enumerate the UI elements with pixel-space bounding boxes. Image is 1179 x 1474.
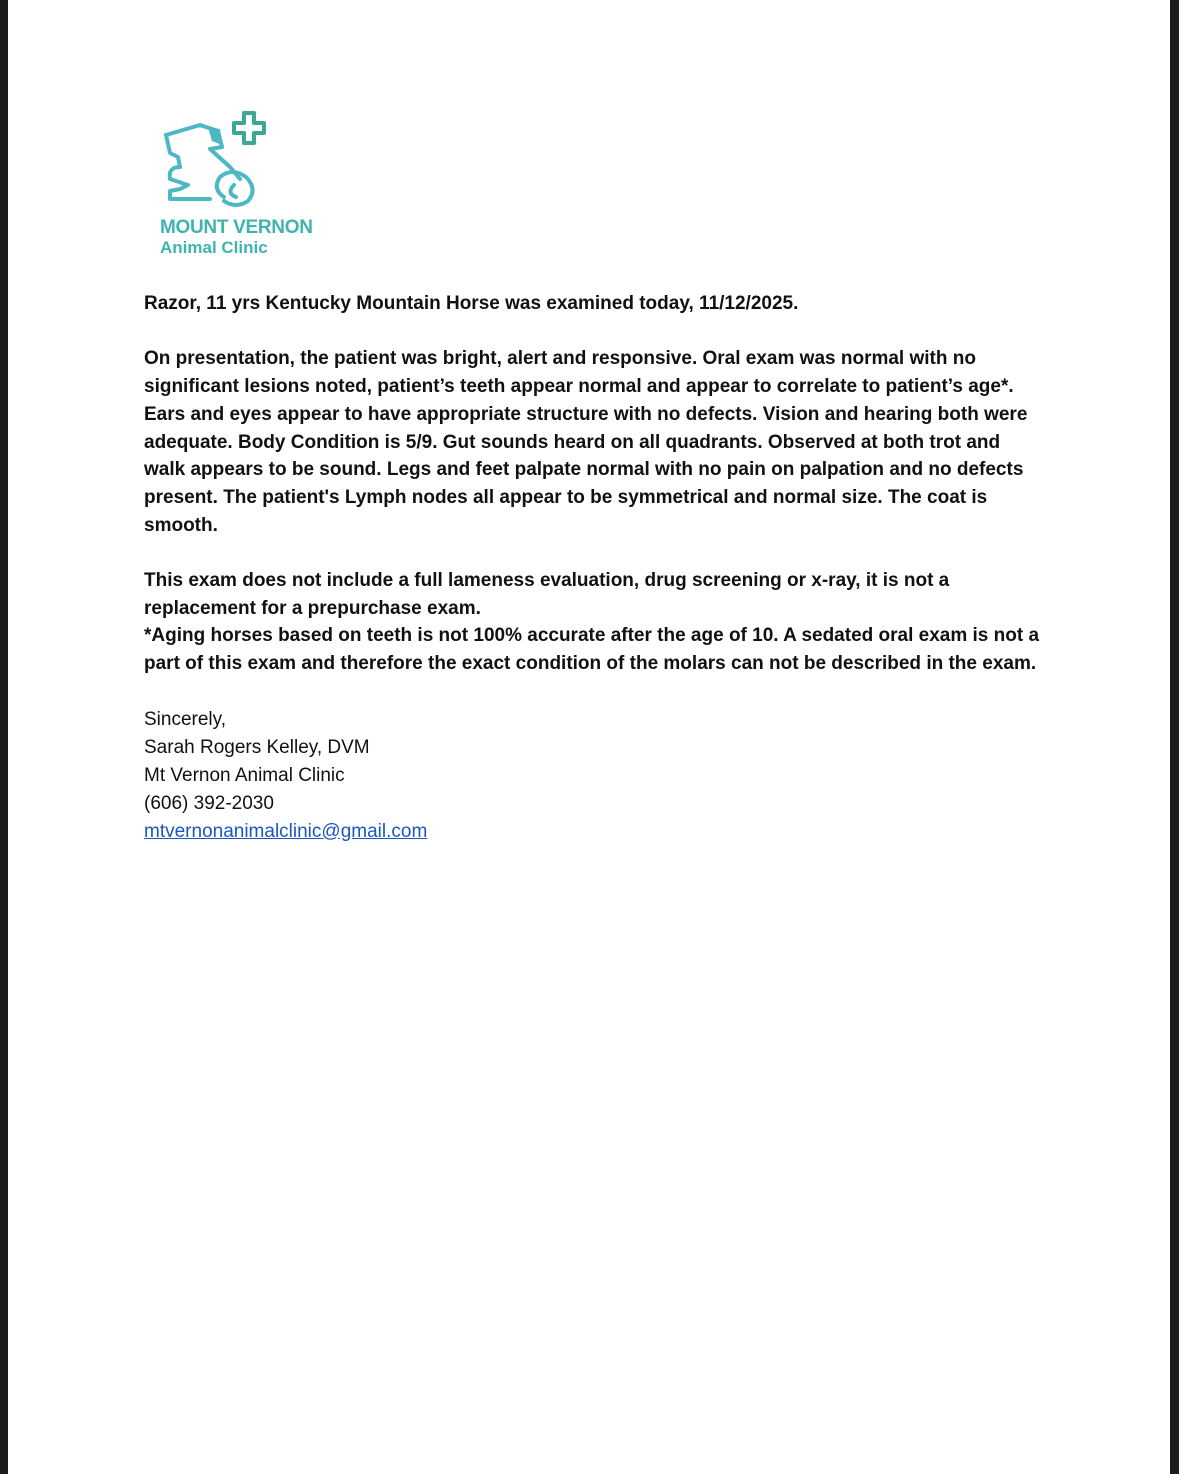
letter-body — [144, 290, 1044, 846]
document-page — [8, 0, 1170, 1474]
intro-paragraph: Razor, 11 yrs Kentucky Mountain Horse was examined today, 11/12/2025. — [144, 293, 799, 314]
clinic-name: Mt Vernon Animal Clinic — [144, 764, 345, 786]
disclaimer-paragraph: This exam does not include a full lameness evaluation, drug screening or x-ray, it is not a replacement for a prepurchase exam. — [144, 570, 950, 619]
signature-block — [144, 706, 1044, 846]
closing: Sincerely, — [144, 708, 227, 730]
logo-text-mount-vernon: MOUNT VERNON — [160, 217, 313, 238]
footnote-paragraph: *Aging horses based on teeth is not 100% accurate after the age of 10. A sedated oral exam is not a part of this exam and therefore the exact condition of the molars can not be described in the exam. — [144, 625, 1040, 675]
findings-paragraph: On presentation, the patient was bright, alert and responsive. Oral exam was normal with no significant lesions noted, patient’s teeth appear normal and appear to correlate to patient’s age*. Ears and eyes appear to have appropriate structure with no defects. Vision and hearing both were adequate. Body Condition is 5/9. Gut sounds heard on all quadrants. Observed at both trot and walk appears to be sound. Legs and feet palpate normal with no pain on palpation and no defects present. The patient's Lymph nodes all appear to be symmetrical and normal size. The coat is smooth. — [144, 348, 1028, 536]
email-link[interactable]: mtvernonanimalclinic@gmail.com — [144, 820, 428, 842]
pet-cross-logo-icon — [160, 105, 280, 215]
clinic-logo — [152, 105, 332, 265]
signer-name: Sarah Rogers Kelley, DVM — [144, 736, 370, 758]
phone-number: (606) 392-2030 — [144, 792, 274, 814]
logo-text-animal-clinic: Animal Clinic — [160, 238, 268, 257]
